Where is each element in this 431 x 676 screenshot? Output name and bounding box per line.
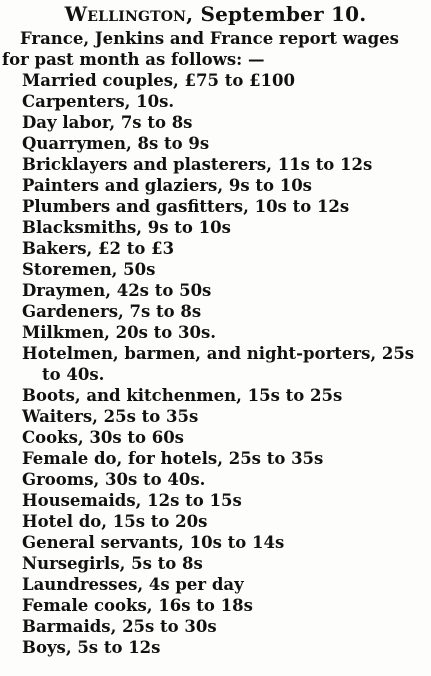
wage-entry [0, 217, 431, 238]
wage-entry [0, 637, 431, 658]
wage-entry-text: Bricklayers and plasterers, 11s to 12s [22, 155, 373, 174]
wage-entry [0, 511, 431, 532]
wage-entry-text: Housemaids, 12s to 15s [22, 491, 242, 510]
wage-entry-text: Cooks, 30s to 60s [22, 428, 184, 447]
wage-entry [0, 469, 431, 490]
wage-entry-text: Plumbers and gasfitters, 10s to 12s [22, 197, 350, 216]
wage-entry [0, 553, 431, 574]
wage-entry [0, 133, 431, 154]
wage-entry [0, 532, 431, 553]
wage-entry [0, 112, 431, 133]
wage-entry-text: Milkmen, 20s to 30s. [22, 323, 217, 342]
wage-entry [0, 280, 431, 301]
wage-entry-text: General servants, 10s to 14s [22, 533, 285, 552]
wage-entry-text: Blacksmiths, 9s to 10s [22, 218, 231, 237]
wage-entry-text: Barmaids, 25s to 30s [22, 617, 217, 636]
intro-line: for past month as follows: — [2, 50, 265, 69]
dateline-town: Wellington [64, 2, 187, 26]
dateline-date: , September 10. [186, 2, 367, 26]
wage-entry [0, 154, 431, 175]
wages-report [0, 28, 431, 658]
wage-entry-text: Grooms, 30s to 40s. [22, 470, 206, 489]
wage-entry [0, 595, 431, 616]
wage-entry [0, 175, 431, 196]
wage-entry [0, 70, 431, 91]
wage-entry [0, 238, 431, 259]
wage-entry-text: Married couples, £75 to £100 [22, 71, 295, 90]
wage-entry [0, 196, 431, 217]
wage-entry-text: Bakers, £2 to £3 [22, 239, 175, 258]
wage-entry-text: Quarrymen, 8s to 9s [22, 134, 210, 153]
wage-entry [0, 427, 431, 448]
wage-entry-text: Boys, 5s to 12s [22, 638, 161, 657]
wage-entry-text: Boots, and kitchenmen, 15s to 25s [22, 386, 343, 405]
wage-entry-text: Storemen, 50s [22, 260, 156, 279]
dateline [0, 2, 431, 26]
wage-entry-text: Draymen, 42s to 50s [22, 281, 212, 300]
wage-entry-text: Hotel do, 15s to 20s [22, 512, 208, 531]
intro-line: France, Jenkins and France report wages [20, 29, 399, 48]
wage-entry-text: Gardeners, 7s to 8s [22, 302, 202, 321]
wage-entry [0, 259, 431, 280]
wage-entry-text: Painters and glaziers, 9s to 10s [22, 176, 312, 195]
wage-entry [0, 490, 431, 511]
wage-entry [0, 448, 431, 469]
wage-entry [0, 91, 431, 112]
wage-entry-text: Laundresses, 4s per day [22, 575, 244, 594]
wage-entry-text: Hotelmen, barmen, and night-porters, 25s [22, 344, 415, 363]
wage-entry [0, 301, 431, 322]
wage-entry-continuation: to 40s. [42, 365, 105, 384]
wage-entry [0, 574, 431, 595]
wage-entry [0, 385, 431, 406]
wage-entry [0, 406, 431, 427]
wage-entry-text: Day labor, 7s to 8s [22, 113, 193, 132]
wage-list [0, 70, 431, 658]
wage-entry-text: Female cooks, 16s to 18s [22, 596, 253, 615]
wage-entry [0, 616, 431, 637]
wage-entry-text: Carpenters, 10s. [22, 92, 175, 111]
wage-entry-text: Female do, for hotels, 25s to 35s [22, 449, 324, 468]
wage-entry [0, 343, 431, 385]
wage-entry-text: Nursegirls, 5s to 8s [22, 554, 203, 573]
wage-entry [0, 322, 431, 343]
wage-entry-text: Waiters, 25s to 35s [22, 407, 199, 426]
